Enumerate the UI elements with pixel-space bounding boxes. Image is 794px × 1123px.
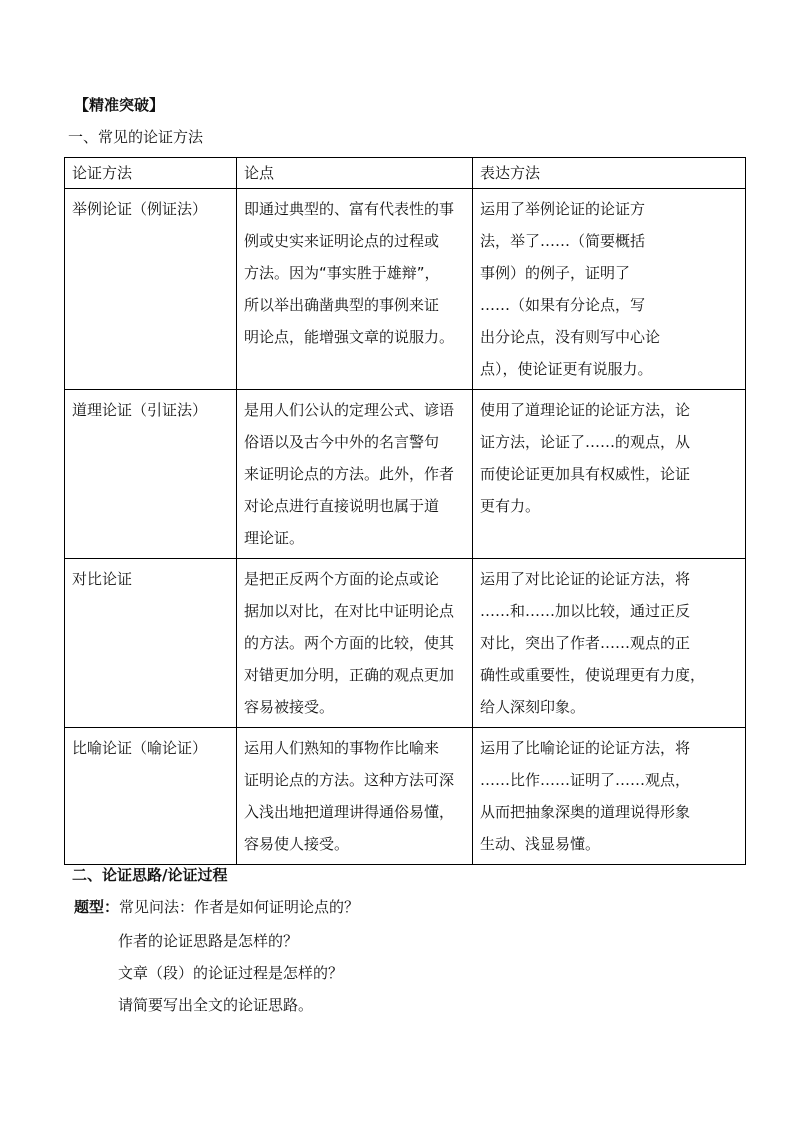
expression-text: 运用了对比论证的论证方法，将 ……和……加以比较，通过正反 对比，突出了作者……观点的正 确性或重要性，使说理更有力度， 给人深刻印象。 [480, 570, 706, 716]
table-header-row [65, 158, 746, 189]
header-method: 论证方法 [65, 158, 237, 189]
point-text: 是把正反两个方面的论点或论 据加以对比，在对比中证明论点 的方法。两个方面的比较，使其 对错更加分明，正确的观点更加 容易被接受。 [244, 570, 455, 716]
question-text: 请简要写出全文的论证思路。 [118, 996, 314, 1014]
point-text: 是用人们公认的定理公式、谚语 俗语以及古今中外的名言警句 来证明论点的方法。此外，作者 对论点进行直接说明也属于道 理论证。 [244, 401, 455, 547]
method-cell [65, 728, 237, 865]
argument-methods-table [64, 157, 746, 865]
table-row [65, 559, 746, 728]
question-text: 文章（段）的论证过程是怎样的？ [118, 964, 344, 982]
table-row [65, 728, 746, 865]
method-name: 举例论证（例证法） [72, 200, 208, 218]
expression-text: 运用了举例论证的论证方 法，举了……（简要概括 事例）的例子，证明了 ……（如果有分论点，写 出分论点，没有则写中心论 点），使论证更有说服力。 [480, 200, 661, 378]
expression-cell [473, 559, 746, 728]
section2-title: 二、论证思路/论证过程 [72, 866, 228, 884]
header-expression: 表达方法 [473, 158, 746, 189]
question-type-label: 题型： [74, 898, 120, 916]
point-cell [237, 189, 473, 390]
table-row [65, 189, 746, 390]
point-cell [237, 390, 473, 559]
method-name: 对比论证 [72, 570, 133, 588]
precise-breakthrough-heading: 【精准突破】 [74, 96, 165, 114]
method-cell [65, 559, 237, 728]
point-cell [237, 559, 473, 728]
expression-cell [473, 390, 746, 559]
question-text: 作者的论证思路是怎样的？ [118, 932, 299, 950]
method-name: 比喻论证（喻论证） [72, 739, 208, 757]
expression-text: 使用了道理论证的论证方法，论 证方法，论证了……的观点，从 而使论证更加具有权威性，论证 更有力。 [480, 401, 691, 515]
point-text: 运用人们熟知的事物作比喻来 证明论点的方法。这种方法可深 入浅出地把道理讲得通俗易懂， 容易使人接受。 [244, 739, 455, 853]
method-cell [65, 189, 237, 390]
question-type-line [74, 896, 359, 917]
expression-text: 运用了比喻论证的论证方法，将 ……比作……证明了……观点， 从而把抽象深奥的道理说得形象 生动、浅显易懂。 [480, 739, 691, 853]
table-row [65, 390, 746, 559]
point-text: 即通过典型的、富有代表性的事 例或史实来证明论点的过程或 方法。因为“事实胜于雄辩”， 所以举出确凿典型的事例来证 明论点，能增强文章的说服力。 [244, 200, 455, 346]
expression-cell [473, 189, 746, 390]
method-name: 道理论证（引证法） [72, 401, 208, 419]
section1-title: 一、常见的论证方法 [68, 128, 204, 146]
header-point: 论点 [237, 158, 473, 189]
method-cell [65, 390, 237, 559]
expression-cell [473, 728, 746, 865]
point-cell [237, 728, 473, 865]
question-text: 常见问法：作者是如何证明论点的？ [119, 898, 360, 916]
